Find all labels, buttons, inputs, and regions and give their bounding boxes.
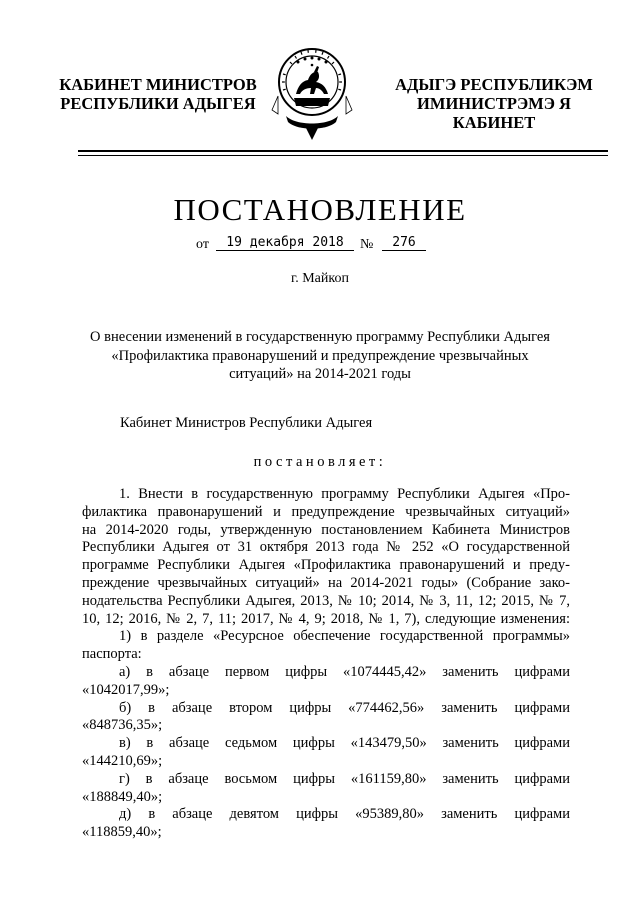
subject-line-1: О внесении изменений в государственную программу Республики Адыгея [90,329,550,345]
list-item-line: в) в абзаце седьмом цифры «143479,50» заменить цифрами [119,735,570,752]
list-item-line: «848736,35»; [82,717,163,734]
header-left-line-1: КАБИНЕТ МИНИСТРОВ [59,75,257,94]
header-rule-thin [78,155,608,156]
body-line: 1. Внести в государственную программу Республики Адыгея «Про- [119,486,570,502]
body-line: Республики Адыгея от 31 октября 2013 года № 252 «О государственной [82,539,570,556]
header-right-line-1: АДЫГЭ РЕСПУБЛИКЭМ [395,75,593,94]
body-line: преждение чрезвычайных ситуаций» на 2014-2021 годы» (Собрание зако- [82,574,570,591]
list-item-line: д) в абзаце девятом цифры «95389,80» заменить цифрами [119,806,570,823]
body-line: паспорта: [82,646,142,663]
document-number: 276 [382,235,426,251]
body-line: нодательства Республики Адыгея, 2013, № 10; 2014, № 3, 11, 12; 2015, № 7, [82,592,570,609]
body-line: 1) в разделе «Ресурсное обеспечение государственной программы» [119,628,570,645]
list-item-line: «144210,69»; [82,752,163,769]
body-line: программе Республики Адыгея «Профилактика правонарушений и преду- [82,557,570,574]
body-line: на 2014-2020 годы, утвержденную постановлением Кабинета Министров [82,521,570,538]
document-body [82,486,570,842]
header-right [378,75,610,132]
document-city: г. Майкоп [291,271,349,286]
preamble: Кабинет Министров Республики Адыгея [120,415,373,431]
list-item-line: г) в абзаце восьмом цифры «161159,80» заменить цифрами [119,770,570,787]
resolves-line: постановляет: [253,454,387,470]
header-rule-thick [78,150,608,152]
list-item-line: «1042017,99»; [82,681,170,698]
document-title: ПОСТАНОВЛЕНИЕ [173,192,467,227]
number-prefix: № [360,237,374,252]
date-prefix: от [196,237,209,252]
coat-of-arms-icon [268,36,356,142]
document-subject [70,328,570,384]
document-date: 19 декабря 2018 [216,235,354,251]
header-left [58,75,258,113]
list-item-line: «188849,40»; [82,788,163,805]
body-line: 10, 12; 2016, № 2, 7, 11; 2017, № 4, 9; 2018, № 1, 7), следующие изменения: [82,610,570,627]
header-left-line-2: РЕСПУБЛИКИ АДЫГЕЯ [60,94,256,113]
subject-line-2: «Профилактика правонарушений и предупреждение чрезвычайных [111,347,529,364]
subject-line-3: ситуаций» на 2014-2021 годы [229,366,411,382]
header-right-line-2: ИМИНИСТРЭМЭ Я КАБИНЕТ [417,94,571,132]
list-item-line: а) в абзаце первом цифры «1074445,42» заменить цифрами [119,663,570,680]
body-line: филактика правонарушений и предупреждение чрезвычайных ситуаций» [82,503,570,520]
list-item-line: «118859,40»; [82,824,162,841]
date-number-line [196,235,456,257]
list-item-line: б) в абзаце втором цифры «774462,56» заменить цифрами [119,699,570,716]
